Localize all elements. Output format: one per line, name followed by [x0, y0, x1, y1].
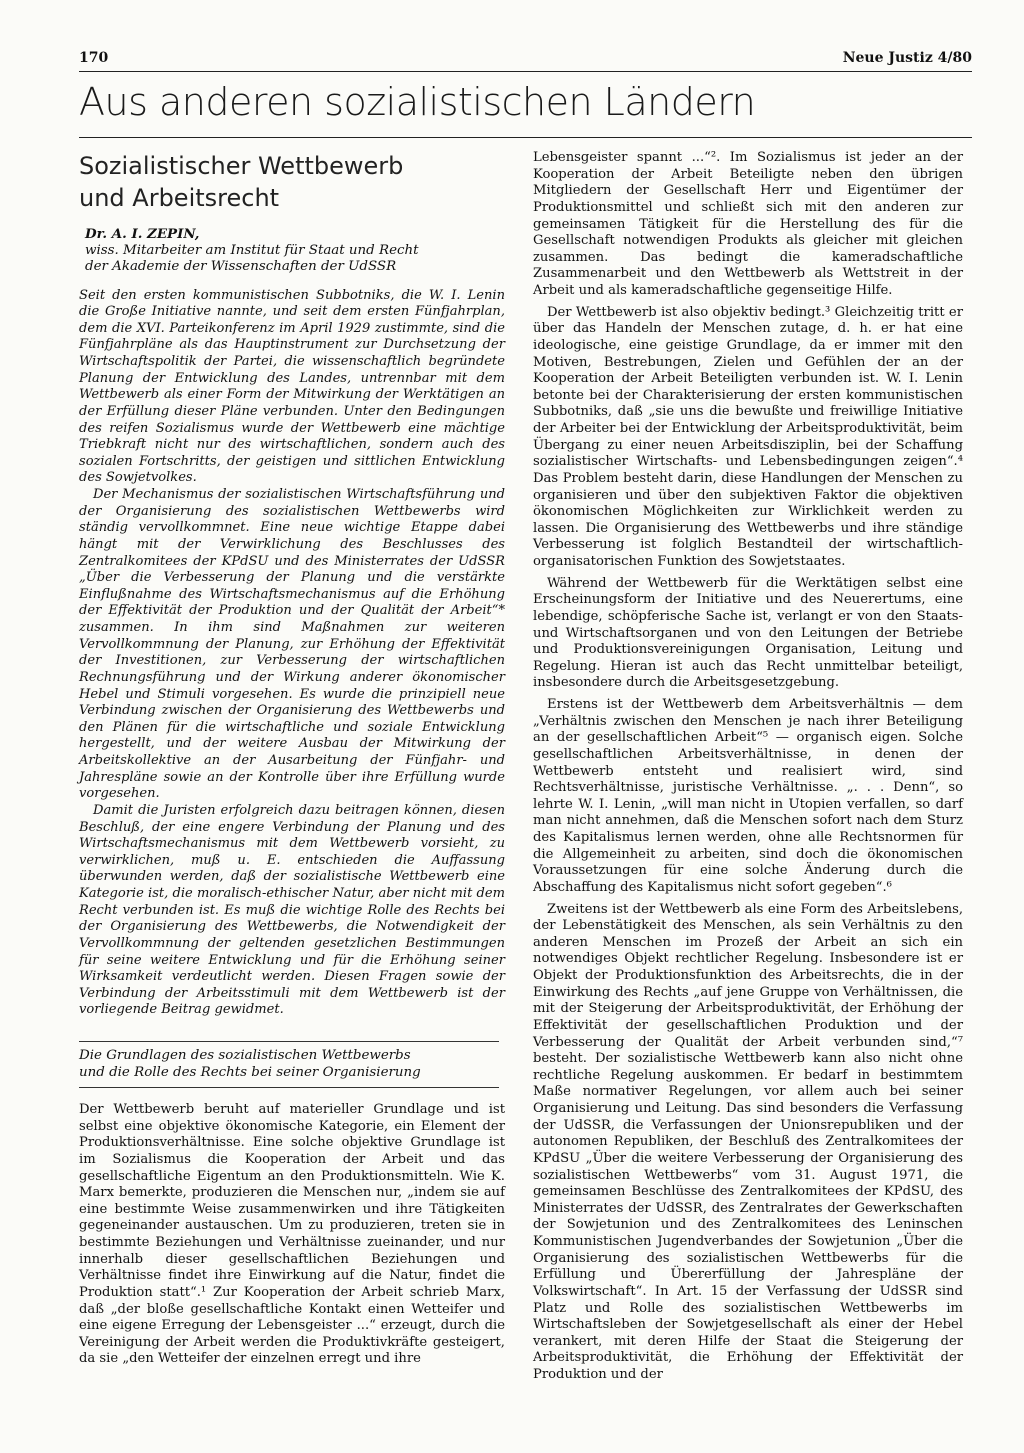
- journal-issue: Neue Justiz 4/80: [842, 50, 972, 66]
- subheading-line: Die Grundlagen des sozialistischen Wettbewerbs: [79, 1048, 411, 1063]
- running-header: [79, 50, 972, 70]
- article-title-line: und Arbeitsrecht: [79, 184, 280, 212]
- body-paragraph: Zweitens ist der Wettbewerb als eine Form des Arbeitslebens, der Lebenstätigkeit des Menschen, als sein Verhältnis zu den anderen Menschen im Prozeß der Arbeit an sich ein notwendiges Objekt rechtlicher Regelung. Insbesondere ist er Objekt der Produktionsfunktion des Arbeitsrechts, die in der Einwirkung des Rechts „auf jene Gruppe von Verhältnissen, die mit der Steigerung der Arbeitsproduktivität, der Erhöhung der Effektivität der gesellschaftlichen Produktion und der Verbesserung der Qualität der Arbeit verbunden sind,“⁷ besteht. Der sozialistische Wettbewerb kann also nicht ohne rechtliche Regelung auskommen. Er bedarf in bestimmtem Maße normativer Regelungen, vor allem auch bei seiner Organisierung und Leitung. Das sind besonders die Verfassung der UdSSR, die Verfassungen der Unionsrepubliken und der autonomen Republiken, der Beschluß des Zentralkomitees der KPdSU „Über die weitere Verbesserung der Organisierung des sozialistischen Wettbewerbs“ vom 31. August 1971, die gemeinsamen Beschlüsse des Zentralkomitees der KPdSU, des Ministerrates der UdSSR, des Zentralrates der Gewerkschaften der Sowjetunion und des Zentralkomitees des Leninschen Kommunistischen Jugendverbandes der Sowjetunion „Über die Organisierung des sozialistischen Wettbewerbs für die Erfüllung und Übererfüllung der Jahrespläne der Volkswirtschaft“. In Art. 15 der Verfassung der UdSSR sind Platz und Rolle des sozialistischen Wettbewerbs im Wirtschaftsleben der Sowjetgesellschaft als einer der Hebel verankert, mit deren Hilfe der Staat die Steigerung der Arbeitsproduktivität, die Erhöhung der Effektivität der Produktion und der: [533, 901, 963, 1382]
- lead-paragraph: Damit die Juristen erfolgreich dazu beitragen können, diesen Beschluß, der eine engere Verbindung der Planung und des Wirtschaftsmechanismus mit dem Wettbewerb vorsieht, zu verwirklichen, muß u. E. entschieden die Auffassung überwunden werden, daß der sozialistische Wettbewerb eine Kategorie ist, die moralisch-ethischer Natur, aber nicht mit dem Recht verbunden ist. Es muß die wichtige Rolle des Rechts bei der Organisierung des Wettbewerbs, die Notwendigkeit der Vervollkommnung der geltenden gesetzlichen Bestimmungen für seine weitere Entwicklung und für die Erhöhung seiner Wirksamkeit verdeutlicht werden. Diesen Fragen sowie der Verbindung der Arbeitsstimuli mit dem Wettbewerb ist der vorliegende Beitrag gewidmet.: [79, 802, 505, 1018]
- header-rule: [79, 71, 972, 72]
- right-column: [533, 150, 963, 1389]
- article-title-line: Sozialistischer Wettbewerb: [79, 152, 404, 180]
- section-title: Aus anderen sozialistischen Ländern: [79, 80, 756, 124]
- page-number: 170: [79, 50, 109, 66]
- lead-paragraph: Der Mechanismus der sozialistischen Wirtschaftsführung und der Organisierung des sozialistischen Wettbewerbs wird ständig vervollkommnet. Eine neue wichtige Etappe dabei hängt mit der Verwirklichung des Beschlusses des Zentralkomitees der KPdSU und des Ministerrates der UdSSR „Über die Verbesserung der Planung und die verstärkte Einflußnahme des Wirtschaftsmechanismus auf die Erhöhung der Effektivität der Produktion und der Qualität der Arbeit“* zusammen. In ihm sind Maßnahmen zur weiteren Vervollkommnung der Planung, zur Erhöhung der Effektivität der Investitionen, zur Verbesserung der wirtschaftlichen Rechnungsführung und der Wirkung anderer ökonomischer Hebel und Stimuli vorgesehen. Es wurde die prinzipiell neue Verbindung zwischen der Organisierung des Wettbewerbs und den Plänen für die wirtschaftliche und soziale Entwicklung hergestellt, und der weitere Ausbau der Mitwirkung der Arbeitskollektive an der Ausarbeitung der Fünfjahr- und Jahrespläne sowie an der Kontrolle über ihre Erfüllung wurde vorgesehen.: [79, 487, 505, 802]
- subheading-rule: [79, 1087, 499, 1088]
- subheading-line: und die Rolle des Rechts bei seiner Organisierung: [79, 1064, 421, 1080]
- author-affiliation: wiss. Mitarbeiter am Institut für Staat und Recht: [85, 242, 419, 258]
- article-title: [79, 150, 505, 214]
- lead-paragraph: Seit den ersten kommunistischen Subbotniks, die W. I. Lenin die Große Initiative nannte, und seit dem ersten Fünfjahrplan, dem die XVI. Parteikonferenz im April 1929 zustimmte, sind die Fünfjahrpläne als das Hauptinstrument zur Durchsetzung der Wirtschaftspolitik der Partei, die wissenschaftlich begründete Planung der Entwicklung des Landes, untrennbar mit dem Wettbewerb als einer Form der Mitwirkung der Werktätigen an der Erfüllung dieser Pläne verbunden. Unter den Bedingungen des reifen Sozialismus wurde der Wettbewerb eine mächtige Triebkraft nicht nur des wirtschaftlichen, sondern auch des sozialen Fortschritts, der geistigen und sittlichen Entwicklung des Sowjetvolkes.: [79, 287, 505, 486]
- lead-text: [79, 288, 505, 1020]
- left-column: [79, 150, 505, 1368]
- body-paragraph: Der Wettbewerb ist also objektiv bedingt.³ Gleichzeitig tritt er über das Handeln der Menschen zutage, d. h. er hat eine ideologische, eine geistige Grundlage, da er immer mit den Motiven, Bestrebungen, Zielen und Gefühlen der an der Kooperation der Arbeit Beteiligten verbunden ist. W. I. Lenin betonte bei der Charakterisierung der ersten kommunistischen Subbotniks, daß „sie uns die bewußte und freiwillige Initiative der Arbeiter bei der Entwicklung der Arbeitsproduktivität, beim Übergang zu einer neuen Arbeitsdisziplin, bei der Schaffung sozialistischer Wirtschafts- und Lebensbedingungen zeigen“.⁴ Das Problem besteht darin, diese Handlungen der Menschen zu organisieren und über den subjektiven Faktor die objektiven ökonomischen Möglichkeiten zur Wirklichkeit werden zu lassen. Die Organisierung des Wettbewerbs und ihre ständige Verbesserung ist folglich Bestandteil der wirtschaftlich-organisatorischen Funktion des Sowjetstaates.: [533, 304, 963, 569]
- author-affiliation: der Akademie der Wissenschaften der UdSSR: [85, 259, 397, 274]
- author-name: Dr. A. I. ZEPIN,: [85, 226, 200, 242]
- subheading-rule: [79, 1041, 499, 1042]
- body-paragraph: Erstens ist der Wettbewerb dem Arbeitsverhältnis — dem „Verhältnis zwischen den Menschen je nach ihrer Beteiligung an der gesellschaftlichen Arbeit“⁵ — organisch eigen. Solche gesellschaftlichen Arbeitsverhältnisse, in denen der Wettbewerb entsteht und realisiert wird, sind Rechtsverhältnisse, juristische Verhältnisse. „. . . Denn“, so lehrte W. I. Lenin, „will man nicht in Utopien verfallen, so darf man nicht annehmen, daß die Menschen sofort nach dem Sturz des Kapitalismus lernen werden, ohne alle Rechtsnormen für die Allgemeinheit zu arbeiten, sind doch die ökonomischen Voraussetzungen für eine solche Änderung durch die Abschaffung des Kapitalismus nicht sofort gegeben“.⁶: [533, 697, 963, 895]
- body-paragraph: Der Wettbewerb beruht auf materieller Grundlage und ist selbst eine objektive ökonomische Kategorie, ein Element der Produktionsverhältnisse. Eine solche objektive Grundlage ist im Sozialismus die Kooperation der Arbeit und das gesellschaftliche Eigentum an den Produktionsmitteln. Wie K. Marx bemerkte, produzieren die Menschen nur, „indem sie auf eine bestimmte Weise zusammenwirken und ihre Tätigkeiten gegeneinander austauschen. Um zu produzieren, treten sie in bestimmte Beziehungen und Verhältnisse zueinander, und nur innerhalb dieser gesellschaftlichen Beziehungen und Verhältnisse findet ihre Einwirkung auf die Natur, findet die Produktion statt“.¹ Zur Kooperation der Arbeit schrieb Marx, daß „der bloße gesellschaftliche Kontakt einen Wetteifer und eine eigene Erregung der Lebensgeister ...“ erzeugt, durch die Vereinigung der Arbeit werden die Produktivkräfte gesteigert, da sie „den Wetteifer der einzelnen erregt und ihre: [79, 1102, 505, 1367]
- author-block: [85, 226, 505, 276]
- body-paragraph: Während der Wettbewerb für die Werktätigen selbst eine Erscheinungsform der Initiative und des Neuerertums, eine lebendige, schöpferische Sache ist, verlangt er von den Staats- und Wirtschaftsorganen und von den Leitungen der Betriebe und Produktionsvereinigungen Organisation, Leitung und Regelung. Hieran ist auch das Recht unmittelbar beteiligt, insbesondere durch die Arbeitsgesetzgebung.: [533, 575, 963, 691]
- body-paragraph: Lebensgeister spannt ...“². Im Sozialismus ist jeder an der Kooperation der Arbeit Beteiligte neben den übrigen Mitgliedern der Gesellschaft Herr und Eigentümer der Produktionsmittel und schließt sich mit den anderen zur gemeinsamen Tätigkeit für die Herstellung des für die Gesellschaft notwendigen Produkts als gleicher mit gleichen zusammen. Das bedingt die kameradschaftliche Zusammenarbeit und den Wettbewerb als Wettstreit in der Arbeit und als kameradschaftliche gegenseitige Hilfe.: [533, 150, 963, 298]
- subheading: [79, 1048, 505, 1081]
- section-rule: [79, 137, 972, 138]
- body-text-left: [79, 1102, 505, 1368]
